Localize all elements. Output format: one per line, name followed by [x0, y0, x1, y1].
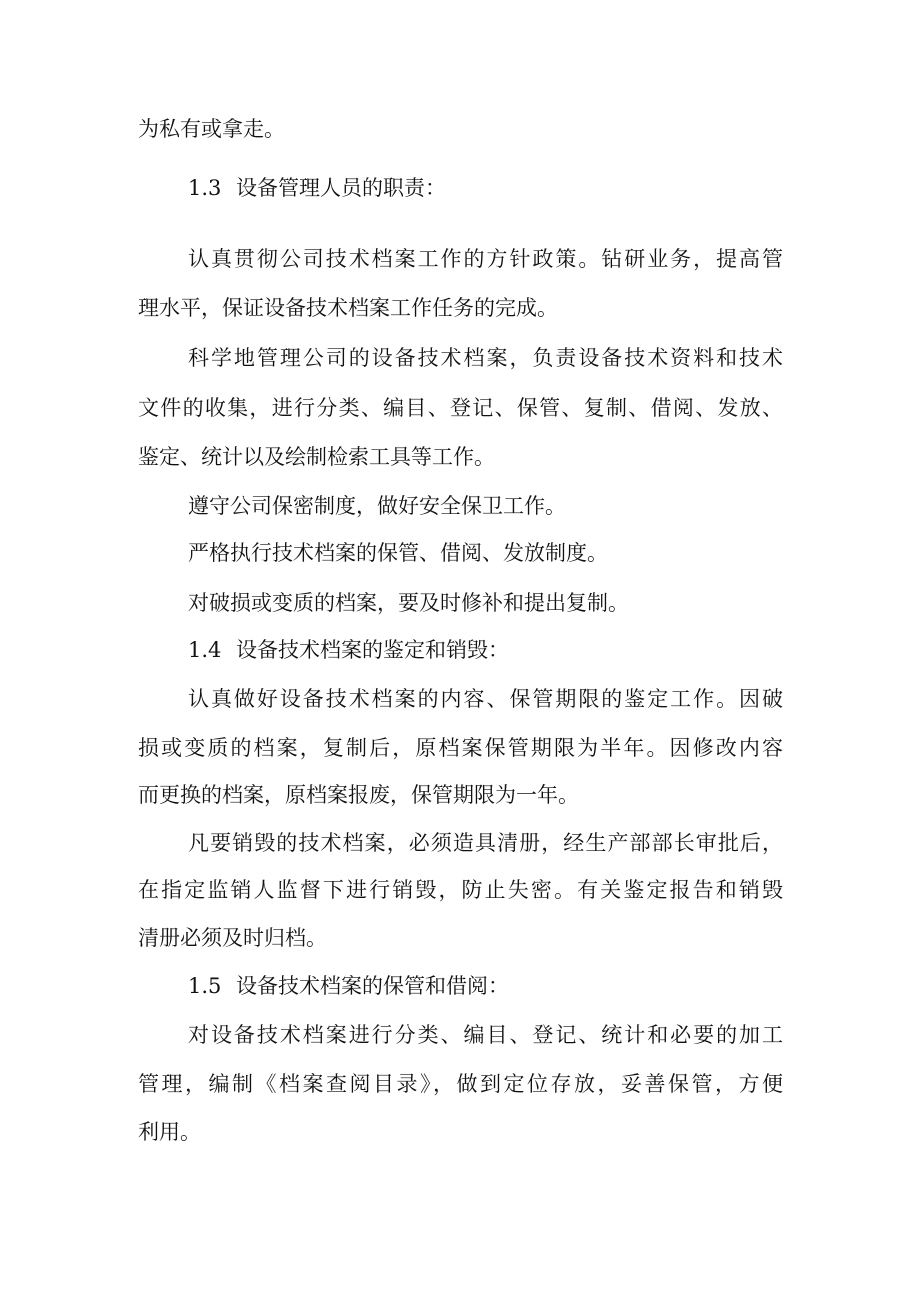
section-title: 设备技术档案的鉴定和销毁： [236, 638, 509, 662]
text-line: 利用。 [138, 1120, 201, 1144]
section-title: 设备技术档案的保管和借阅： [236, 974, 509, 998]
text-line: 科学地管理公司的设备技术档案，负责设备技术资料和技术 [188, 346, 783, 370]
section-title: 设备管理人员的职责： [236, 176, 446, 200]
text-line: 认真做好设备技术档案的内容、保管期限的鉴定工作。因破 [188, 687, 783, 711]
text-line: 在指定监销人监督下进行销毁，防止失密。有关鉴定报告和销毁 [138, 878, 783, 902]
text-line: 清册必须及时归档。 [138, 926, 327, 950]
text-line: 严格执行技术档案的保管、借阅、发放制度。 [188, 541, 608, 565]
text-line: 而更换的档案，原档案报废，保管期限为一年。 [138, 783, 579, 807]
text-line: 理水平，保证设备技术档案工作任务的完成。 [138, 296, 558, 320]
section-number: 1.5 [188, 974, 222, 998]
text-line: 文件的收集，进行分类、编目、登记、保管、复制、借阅、发放、 [138, 396, 783, 420]
text-line: 管理，编制《档案查阅目录》，做到定位存放，妥善保管，方便 [138, 1072, 783, 1096]
text-line: 为私有或拿走。 [138, 117, 285, 141]
text-line: 鉴定、统计以及绘制检索工具等工作。 [138, 445, 495, 469]
section-heading-1-3 [188, 168, 783, 208]
section-number: 1.4 [188, 638, 222, 662]
text-line: 认真贯彻公司技术档案工作的方针政策。钻研业务，提高管 [188, 247, 783, 271]
text-line: 遵守公司保密制度，做好安全保卫工作。 [188, 494, 566, 518]
section-heading-1-4 [188, 630, 783, 670]
section-heading-1-5 [188, 966, 783, 1006]
text-line: 损或变质的档案，复制后，原档案保管期限为半年。因修改内容 [138, 736, 783, 760]
text-line: 对设备技术档案进行分类、编目、登记、统计和必要的加工 [188, 1023, 783, 1047]
section-number: 1.3 [188, 176, 222, 200]
text-line: 对破损或变质的档案，要及时修补和提出复制。 [188, 591, 629, 615]
text-line: 凡要销毁的技术档案，必须造具清册，经生产部部长审批后， [188, 831, 783, 855]
